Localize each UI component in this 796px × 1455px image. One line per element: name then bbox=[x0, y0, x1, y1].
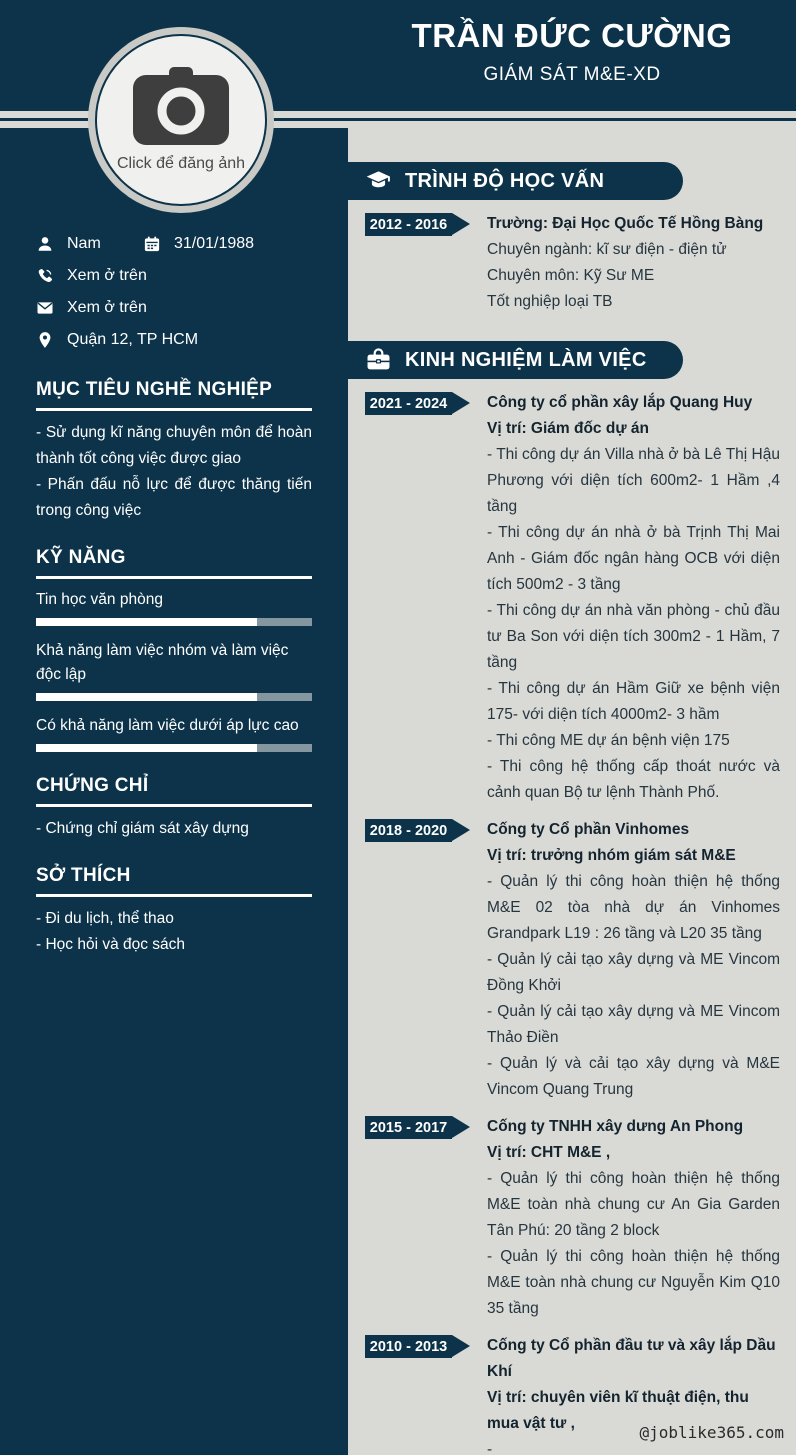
bullet: - Thi công dự án Villa nhà ở bà Lê Thị Hậu Phương với diện tích 600m2- 1 Hầm ,4 tầng bbox=[487, 446, 780, 515]
envelope-icon bbox=[36, 299, 54, 317]
date-badge: 2021 - 2024 bbox=[365, 392, 452, 415]
certificates-rule bbox=[36, 804, 312, 807]
bullet: - Thi công dự án nhà văn phòng - chủ đầu tư Ba Son với diện tích 300m2 - 1 Hầm, 7 tầng bbox=[487, 602, 780, 671]
bullet: - Quản lý cải tạo xây dựng và ME Vincom Thảo Điền bbox=[487, 1003, 780, 1046]
experience-entry bbox=[348, 1116, 796, 1322]
company-name: Công ty cổ phần xây lắp Quang Huy bbox=[487, 394, 753, 411]
school-name: Trường: Đại Học Quốc Tế Hồng Bàng bbox=[487, 215, 764, 232]
bullet: - Quản lý và cải tạo xây dựng và M&E Vincom Quang Trung bbox=[487, 1055, 780, 1098]
contact-row-phone bbox=[36, 260, 312, 292]
date-badge: 2015 - 2017 bbox=[365, 1116, 452, 1139]
skill-item bbox=[36, 588, 312, 626]
date-badge: 2018 - 2020 bbox=[365, 819, 452, 842]
person-icon bbox=[36, 235, 54, 253]
bullet: - Quản lý cải tạo xây dựng và ME Vincom Đồng Khởi bbox=[487, 951, 780, 994]
photo-upload-label: Click để đăng ảnh bbox=[116, 155, 246, 172]
skills-heading: KỸ NĂNG bbox=[36, 547, 126, 568]
header bbox=[348, 0, 796, 86]
phone-icon bbox=[36, 267, 54, 285]
skill-bar-fill bbox=[36, 744, 257, 752]
position: Vị trí: chuyên viên kĩ thuật điện, thu mua vật tư , bbox=[487, 1389, 749, 1432]
date-badge: 2012 - 2016 bbox=[365, 213, 452, 236]
education-detail: Chuyên ngành: kĩ sư điện - điện tử bbox=[487, 241, 727, 258]
position: Vị trí: Giám đốc dự án bbox=[487, 420, 649, 437]
hobbies-heading: SỞ THÍCH bbox=[36, 865, 131, 886]
education-detail: Tốt nghiệp loại TB bbox=[487, 293, 613, 310]
skill-bar-fill bbox=[36, 618, 257, 626]
education-detail: Chuyên môn: Kỹ Sư ME bbox=[487, 267, 655, 284]
address-value: Quận 12, TP HCM bbox=[67, 331, 199, 348]
skill-bar bbox=[36, 744, 312, 752]
education-section-header bbox=[348, 162, 683, 200]
skill-label: Có khả năng làm việc dưới áp lực cao bbox=[36, 717, 299, 734]
bullet: - Thi công dự án nhà ở bà Trịnh Thị Mai Anh - Giám đốc ngân hàng OCB với diện tích 500m2 - 3 tầng bbox=[487, 524, 780, 593]
sidebar-content bbox=[0, 228, 348, 958]
objective-line: - Phấn đấu nỗ lực để được thăng tiến trong công việc bbox=[36, 476, 312, 519]
bullet: - Quản lý thi công hoàn thiện hệ thống M&E 02 tòa nhà dự án Vinhomes Grandpark L19 : 26 tầng và L20 35 tầng bbox=[487, 873, 780, 942]
position: Vị trí: CHT M&E , bbox=[487, 1144, 611, 1161]
bullet: - Quản lý thi công hoàn thiện hệ thống M&E toàn nhà chung cư An Gia Garden Tân Phú: 20 tầng 2 block bbox=[487, 1170, 780, 1239]
objective-rule bbox=[36, 408, 312, 411]
hobby-item: - Học hỏi và đọc sách bbox=[36, 936, 186, 953]
certificate-item: - Chứng chỉ giám sát xây dựng bbox=[36, 820, 249, 837]
gender-value: Nam bbox=[67, 235, 101, 252]
skill-bar bbox=[36, 618, 312, 626]
company-name: Cống ty Cổ phần đầu tư và xây lắp Dầu Khí bbox=[487, 1337, 776, 1380]
contact-row-address bbox=[36, 324, 312, 356]
calendar-icon bbox=[143, 235, 161, 253]
briefcase-icon bbox=[365, 347, 392, 374]
education-heading: TRÌNH ĐỘ HỌC VẤN bbox=[405, 169, 605, 192]
bullet: - Thi công hệ thống cấp thoát nước và cảnh quan Bộ tư lệnh Thành Phố. bbox=[487, 758, 780, 801]
main-content bbox=[348, 128, 796, 1455]
experience-entry bbox=[348, 819, 796, 1103]
camera-icon bbox=[133, 67, 229, 151]
experience-entry bbox=[348, 392, 796, 806]
experience-heading: KINH NGHIỆM LÀM VIỆC bbox=[405, 348, 647, 371]
skills-rule bbox=[36, 576, 312, 579]
skill-item bbox=[36, 714, 312, 752]
photo-upload-placeholder[interactable] bbox=[88, 27, 274, 213]
objective-heading: MỤC TIÊU NGHỀ NGHIỆP bbox=[36, 379, 273, 400]
photo-inner-circle bbox=[95, 34, 267, 206]
bullet: - bbox=[487, 1441, 493, 1455]
watermark: @joblike365.com bbox=[639, 1423, 784, 1442]
contact-row-gender-birthday bbox=[36, 228, 312, 260]
email-value: Xem ở trên bbox=[67, 299, 147, 316]
contact-row-email bbox=[36, 292, 312, 324]
certificates-heading: CHỨNG CHỈ bbox=[36, 775, 149, 796]
skill-item bbox=[36, 639, 312, 701]
candidate-title: GIÁM SÁT M&E-XD bbox=[483, 64, 661, 85]
location-pin-icon bbox=[36, 331, 54, 349]
company-name: Cống ty Cổ phần Vinhomes bbox=[487, 821, 690, 838]
hobbies-rule bbox=[36, 894, 312, 897]
objective-line: - Sử dụng kĩ năng chuyên môn để hoàn thành tốt công việc được giao bbox=[36, 424, 312, 467]
education-entry bbox=[348, 213, 796, 315]
position: Vị trí: trưởng nhóm giám sát M&E bbox=[487, 847, 736, 864]
experience-section-header bbox=[348, 341, 683, 379]
company-name: Cống ty TNHH xây dưng An Phong bbox=[487, 1118, 744, 1135]
skill-label: Tin học văn phòng bbox=[36, 591, 163, 608]
bullet: - Quản lý thi công hoàn thiện hệ thống M&E toàn nhà chung cư Nguyễn Kim Q10 35 tầng bbox=[487, 1248, 780, 1317]
skill-label: Khả năng làm việc nhóm và làm việc độc lập bbox=[36, 642, 289, 683]
hobby-item: - Đi du lịch, thể thao bbox=[36, 910, 174, 927]
phone-value: Xem ở trên bbox=[67, 267, 147, 284]
date-badge: 2010 - 2013 bbox=[365, 1335, 452, 1358]
candidate-name: TRẦN ĐỨC CƯỜNG bbox=[411, 17, 733, 54]
skill-bar bbox=[36, 693, 312, 701]
bullet: - Thi công dự án Hầm Giữ xe bệnh viện 175- với diện tích 4000m2- 3 hầm bbox=[487, 680, 780, 723]
graduation-cap-icon bbox=[365, 168, 392, 195]
birthday-value: 31/01/1988 bbox=[174, 235, 255, 252]
skill-bar-fill bbox=[36, 693, 257, 701]
bullet: - Thi công ME dự án bệnh viện 175 bbox=[487, 732, 730, 749]
